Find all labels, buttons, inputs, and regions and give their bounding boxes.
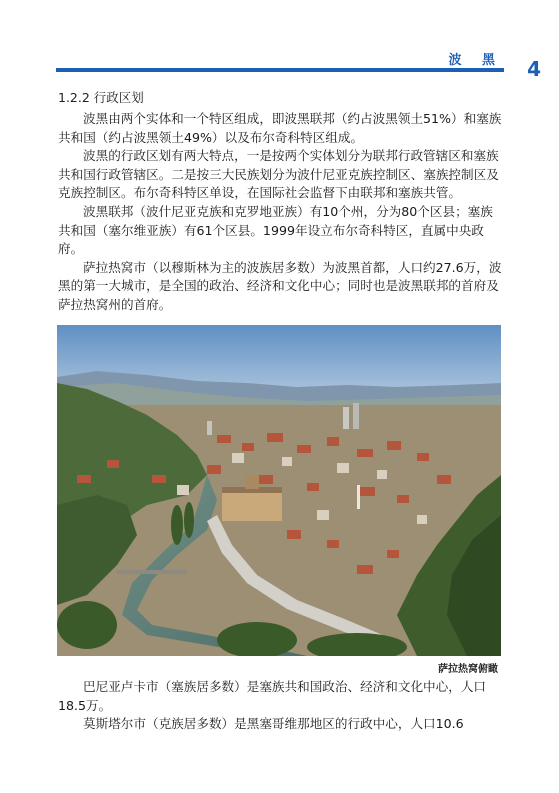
photo-caption: 萨拉热窝俯瞰 — [438, 664, 498, 675]
sarajevo-city-photo — [57, 325, 501, 656]
paragraph: 波黑由两个实体和一个特区组成，即波黑联邦（约占波黑领土51%）和塞族共和国（约占波黑领土49%）以及布尔奇科特区组成。 — [58, 111, 502, 145]
paragraph: 波黑的行政区划有两大特点，一是按两个实体划分为联邦行政管辖区和塞族共和国行政管辖区。二是按三大民族划分为波什尼亚克族控制区、塞族控制区及克族控制区。布尔奇科特区单设，在国际社会监督下由联邦和塞族共管。 — [58, 148, 499, 201]
page-number: 4 — [527, 57, 541, 81]
paragraph: 莫斯塔尔市（克族居多数）是黑塞哥维那地区的行政中心，人口10.6 — [83, 716, 464, 732]
body-text-top — [58, 110, 502, 315]
paragraph: 萨拉热窝市（以穆斯林为主的波族居多数）为波黑首都，人口约27.6万，波黑的第一大城市，是全国的政治、经济和文化中心；同时也是波黑联邦的首府及萨拉热窝州的首府。 — [58, 259, 502, 312]
section-heading: 1.2.2 行政区划 — [58, 90, 144, 105]
running-header-title: 波 黑 — [448, 53, 503, 68]
body-text-bottom — [58, 678, 502, 734]
header-rule — [56, 68, 504, 72]
paragraph: 巴尼亚卢卡市（塞族居多数）是塞族共和国政治、经济和文化中心，人口18.5万。 — [58, 679, 486, 713]
paragraph: 波黑联邦（波什尼亚克族和克罗地亚族）有10个州，分为80个区县；塞族共和国（塞尔维亚族）有61个区县。1999年设立布尔奇科特区，直属中央政府。 — [58, 203, 493, 257]
